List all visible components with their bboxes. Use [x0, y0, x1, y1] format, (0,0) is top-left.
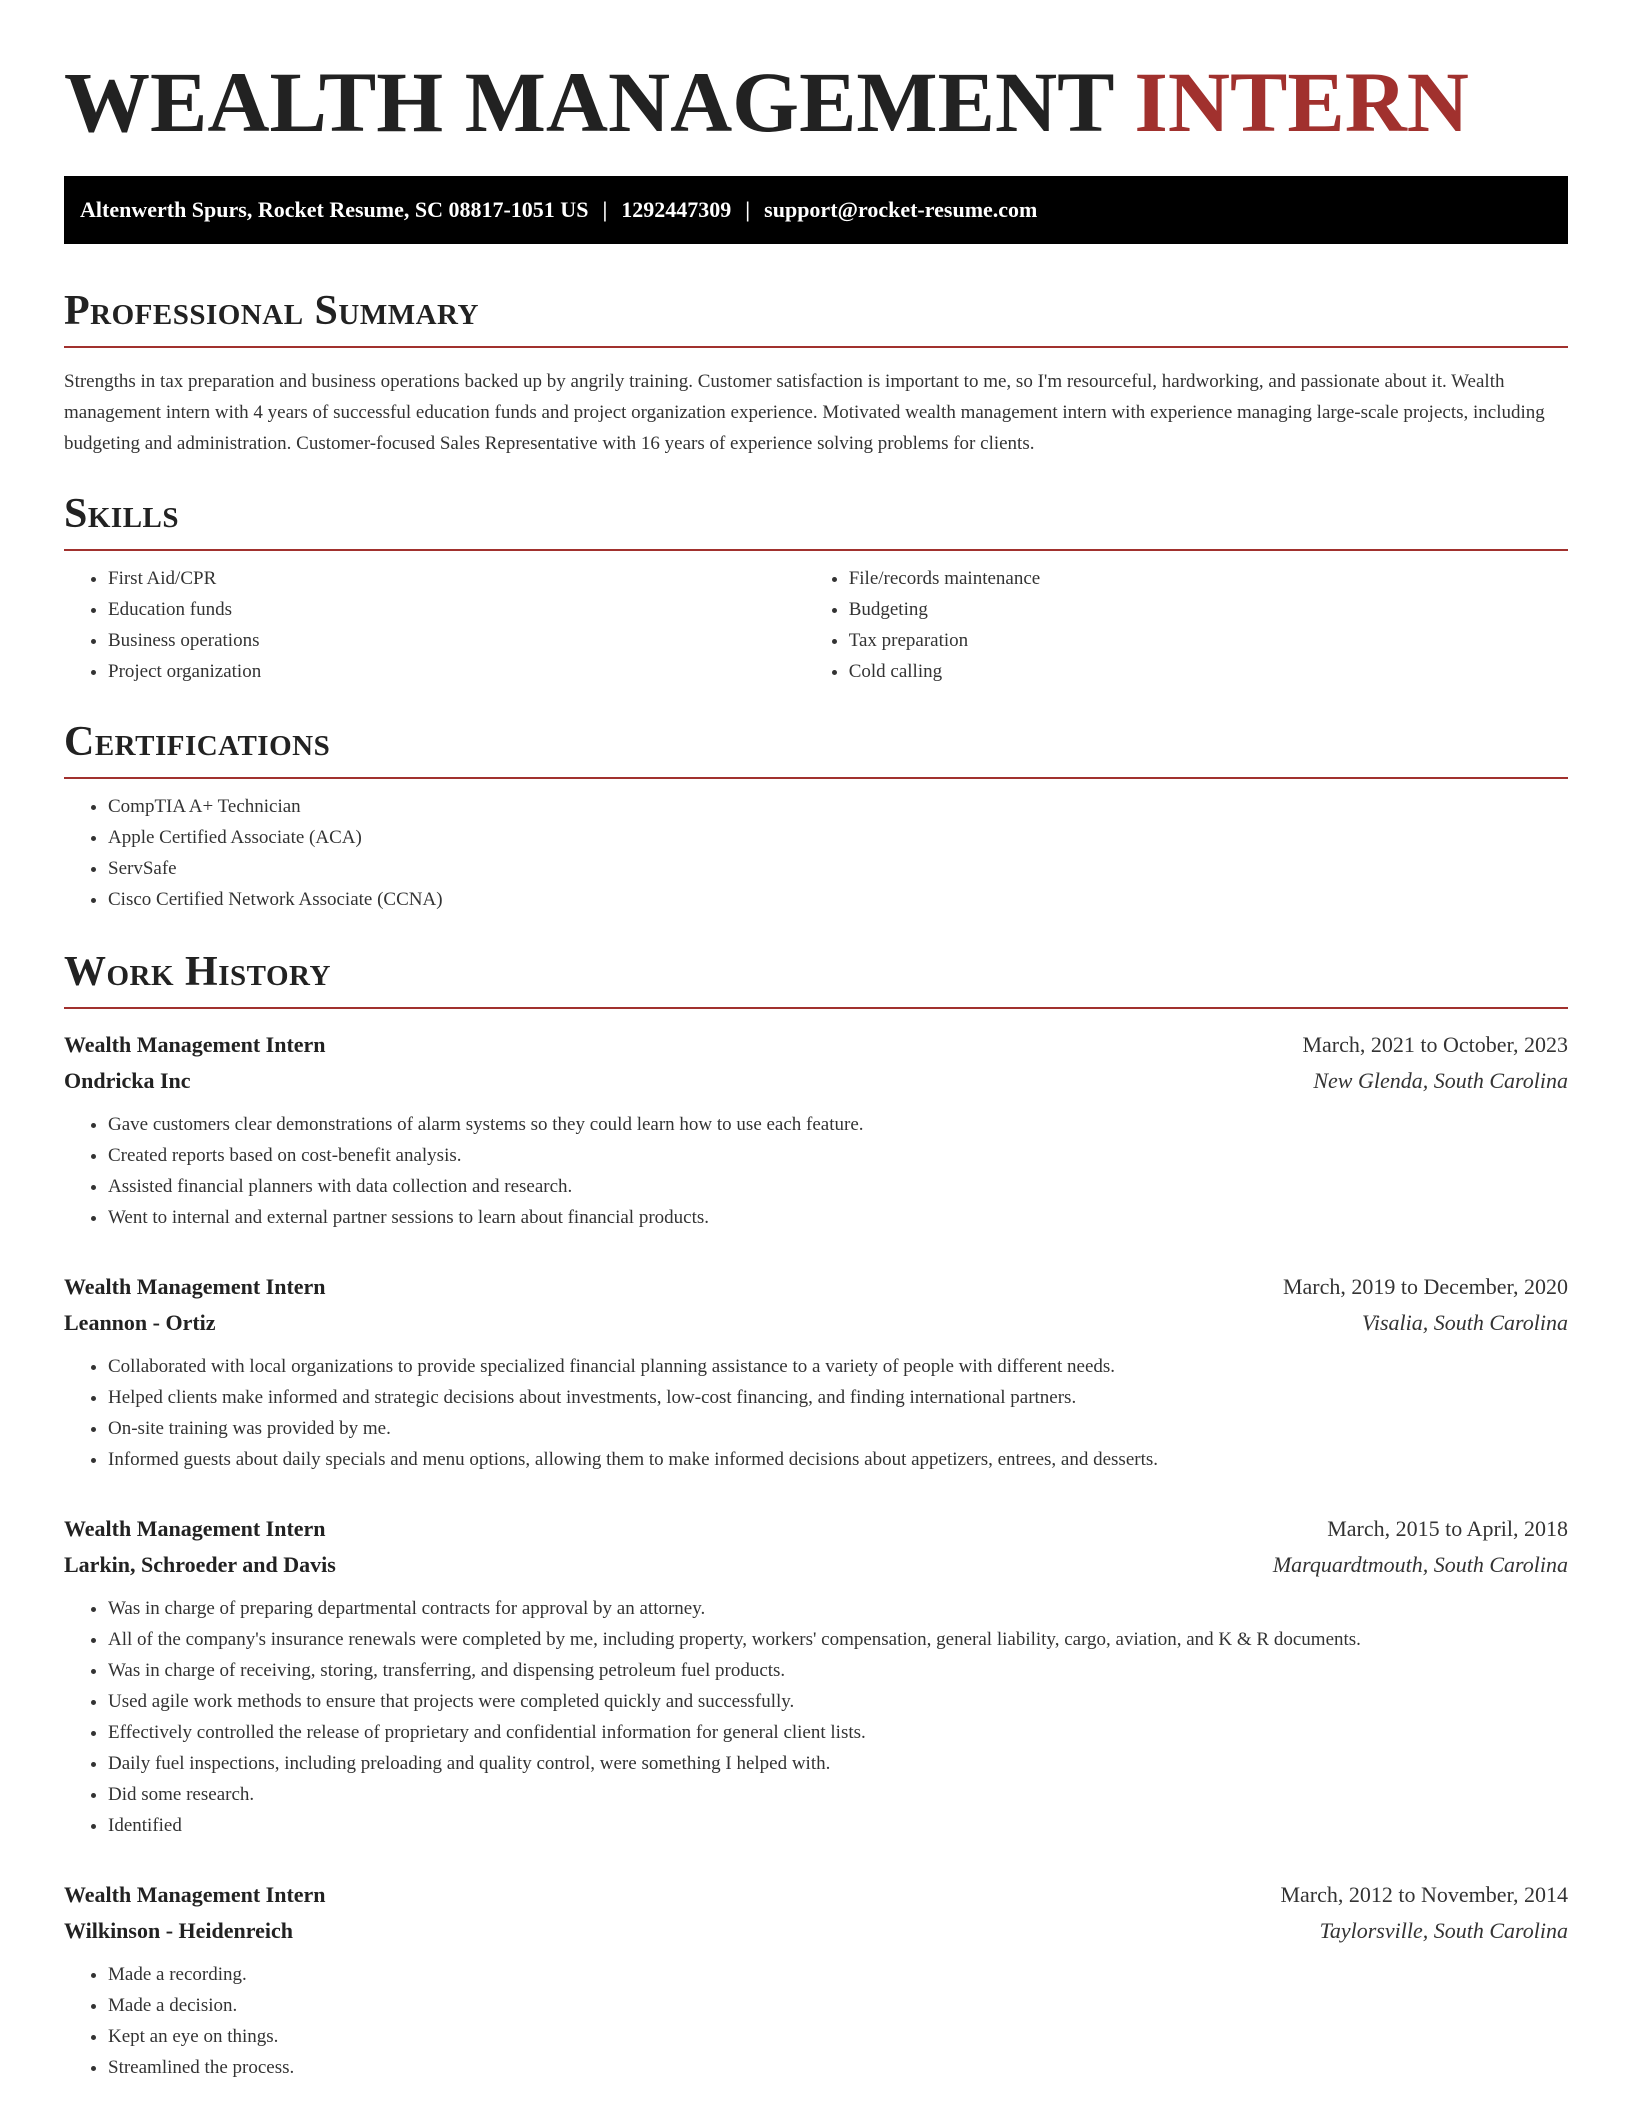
section-heading-certifications: Certifications: [64, 717, 1568, 779]
job-bullet: • Did some research.: [108, 1779, 1568, 1810]
job-entry: [64, 1877, 1568, 2083]
skill-item: • Education funds: [108, 594, 805, 625]
job-dates: March, 2021 to October, 2023: [1302, 1032, 1568, 1057]
title-main: WEALTH MANAGEMENT: [64, 54, 1113, 150]
job-title-row: [64, 1027, 1568, 1063]
job-title-row: [64, 1877, 1568, 1913]
job-entry: [64, 1269, 1568, 1475]
job-title: Wealth Management Intern: [64, 1274, 326, 1299]
skill-item: • Budgeting: [849, 594, 1568, 625]
contact-phone: 1292447309: [621, 197, 732, 222]
job-title: Wealth Management Intern: [64, 1882, 326, 1907]
job-title: Wealth Management Intern: [64, 1032, 326, 1057]
job-location: Visalia, South Carolina: [1362, 1310, 1568, 1335]
job-bullet: • Was in charge of preparing departmental contracts for approval by an attorney.: [108, 1593, 1568, 1624]
certification-item: • CompTIA A+ Technician: [108, 791, 1568, 822]
job-bullets: [64, 1109, 1568, 1233]
skill-item: • First Aid/CPR: [108, 563, 805, 594]
job-bullet: • Daily fuel inspections, including preloading and quality control, were something I helped with.: [108, 1748, 1568, 1779]
job-bullet: • Helped clients make informed and strategic decisions about investments, low-cost financing, and finding international partners.: [108, 1382, 1568, 1413]
job-bullet: • Gave customers clear demonstrations of alarm systems so they could learn how to use each feature.: [108, 1109, 1568, 1140]
job-bullet: • Informed guests about daily specials and menu options, allowing them to make informed decisions about appetizers, entrees, and desserts.: [108, 1444, 1568, 1475]
job-dates: March, 2019 to December, 2020: [1282, 1274, 1568, 1299]
job-bullet: • Was in charge of receiving, storing, transferring, and dispensing petroleum fuel products.: [108, 1655, 1568, 1686]
contact-address: Altenwerth Spurs, Rocket Resume, SC 08817-1051 US: [80, 197, 589, 222]
section-heading-skills: Skills: [64, 489, 1568, 551]
job-bullet: • Effectively controlled the release of proprietary and confidential information for general client lists.: [108, 1717, 1568, 1748]
certification-item: • Apple Certified Associate (ACA): [108, 822, 1568, 853]
certification-item: • Cisco Certified Network Associate (CCNA): [108, 884, 1568, 915]
job-dates: March, 2012 to November, 2014: [1280, 1882, 1568, 1907]
job-bullet: • Made a recording.: [108, 1959, 1568, 1990]
skill-item: • Project organization: [108, 656, 805, 687]
job-company: Wilkinson - Heidenreich: [64, 1918, 294, 1943]
certification-item: • ServSafe: [108, 853, 1568, 884]
skill-item: • File/records maintenance: [849, 563, 1568, 594]
skills-list-right: [805, 563, 1568, 687]
skill-item: • Business operations: [108, 625, 805, 656]
contact-separator: |: [602, 197, 608, 222]
section-heading-work-history: Work History: [64, 947, 1568, 1009]
page-title: [64, 0, 1568, 172]
job-bullet: • Streamlined the process.: [108, 2052, 1568, 2083]
job-company: Larkin, Schroeder and Davis: [64, 1552, 336, 1577]
job-company-row: [64, 1063, 1568, 1099]
job-title: Wealth Management Intern: [64, 1516, 326, 1541]
contact-bar: [64, 176, 1568, 244]
job-bullet: • Made a decision.: [108, 1990, 1568, 2021]
job-company-row: [64, 1913, 1568, 1949]
summary-text: Strengths in tax preparation and business operations backed up by angrily training. Customer satisfaction is important to me, so I'm resourceful, hardworking, and passionate about it. Wealth management intern with 4 years of successful education funds and project organization experience. Motivated wealth management intern with experience managing large-scale projects, including budgeting and administration. Customer-focused Sales Representative with 16 years of experience solving problems for clients.: [64, 371, 1545, 454]
job-bullet: • Identified: [108, 1810, 1568, 1841]
section-heading-summary: Professional Summary: [64, 286, 1568, 348]
title-accent: INTERN: [1134, 54, 1469, 150]
job-company: Leannon - Ortiz: [64, 1310, 216, 1335]
job-location: Taylorsville, South Carolina: [1319, 1918, 1568, 1943]
job-bullet: • All of the company's insurance renewals were completed by me, including property, workers' compensation, general liability, cargo, aviation, and K & R documents.: [108, 1624, 1568, 1655]
job-bullets: [64, 1351, 1568, 1475]
job-title-row: [64, 1511, 1568, 1547]
resume-content: [64, 0, 1568, 2083]
job-bullet: • Went to internal and external partner sessions to learn about financial products.: [108, 1202, 1568, 1233]
job-bullets: [64, 1593, 1568, 1841]
job-bullet: • Assisted financial planners with data collection and research.: [108, 1171, 1568, 1202]
job-entry: [64, 1027, 1568, 1233]
job-company-row: [64, 1547, 1568, 1583]
job-bullet: • On-site training was provided by me.: [108, 1413, 1568, 1444]
skills-grid: [64, 551, 1568, 687]
job-company-row: [64, 1305, 1568, 1341]
job-bullet: • Created reports based on cost-benefit analysis.: [108, 1140, 1568, 1171]
job-bullet: • Used agile work methods to ensure that projects were completed quickly and successfully.: [108, 1686, 1568, 1717]
job-bullet: • Collaborated with local organizations to provide specialized financial planning assistance to a variety of people with different needs.: [108, 1351, 1568, 1382]
job-bullet: • Kept an eye on things.: [108, 2021, 1568, 2052]
contact-email: support@rocket-resume.com: [764, 197, 1038, 222]
job-location: Marquardtmouth, South Carolina: [1272, 1552, 1568, 1577]
contact-separator: |: [745, 197, 751, 222]
job-entry: [64, 1511, 1568, 1841]
skills-list-left: [64, 563, 805, 687]
certifications-list: [64, 791, 1568, 915]
job-title-row: [64, 1269, 1568, 1305]
job-location: New Glenda, South Carolina: [1313, 1068, 1568, 1093]
job-company: Ondricka Inc: [64, 1068, 191, 1093]
job-bullets: [64, 1959, 1568, 2083]
skill-item: • Cold calling: [849, 656, 1568, 687]
skill-item: • Tax preparation: [849, 625, 1568, 656]
job-dates: March, 2015 to April, 2018: [1327, 1516, 1568, 1541]
